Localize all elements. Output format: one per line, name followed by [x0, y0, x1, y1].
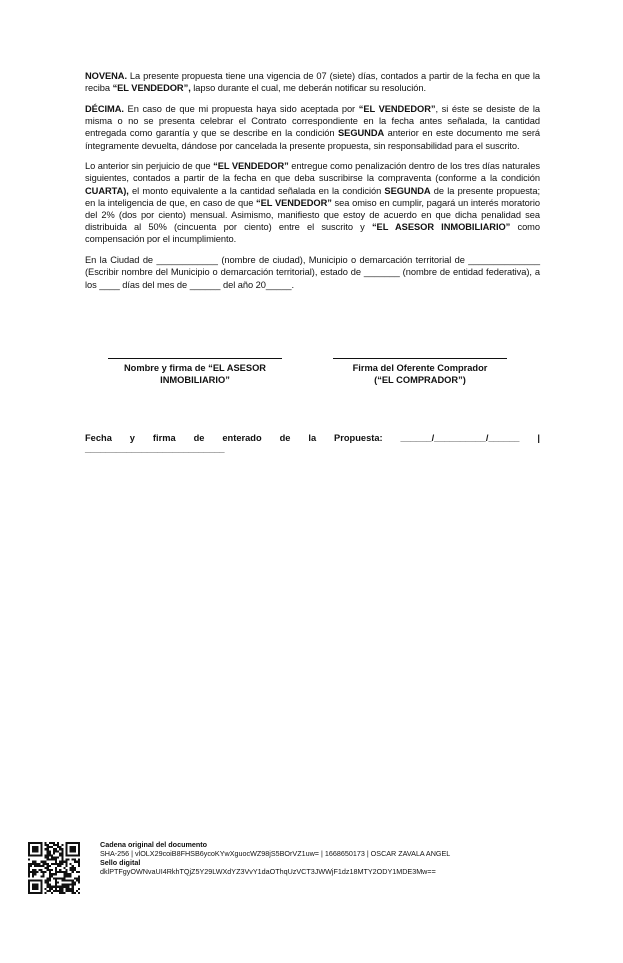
place-date-paragraph: [85, 254, 540, 291]
acknowledgement-signature-line: ___________________________: [85, 444, 225, 454]
signature-line: [108, 358, 282, 359]
bold-text: SEGUNDA: [338, 128, 385, 139]
bold-text: SEGUNDA: [384, 185, 431, 196]
penalty-paragraph: [85, 160, 540, 245]
bold-text: “EL VENDEDOR”,: [112, 83, 191, 94]
signature-metadata: [100, 840, 450, 876]
signature-label: INMOBILIARIO”: [160, 375, 230, 385]
text: sea omiso en cumplir, pagará un interés moratorio del 2% (dos por ciento) mensual. Asimismo, manifiesto que estoy de acuerdo en que dicha penalidad sea distribuida al 50% (cincuenta por ciento) entre el suscrito y: [85, 197, 540, 233]
signature-label: Firma del Oferente Comprador: [352, 363, 488, 373]
signature-comprador: [330, 358, 510, 386]
cadena-value: SHA-256 | vlOLX29coiB8FHSB6ycoKYwXguocWZ98jS5BOrVZ1uw= | 1668650173 | OSCAR ZAVALA ANGEL: [100, 849, 451, 858]
bold-text: “EL VENDEDOR”: [213, 161, 289, 172]
text: En caso de que mi propuesta haya sido aceptada por: [123, 103, 359, 114]
document-body: [85, 70, 540, 299]
clause-decima: [85, 103, 540, 152]
text: el monto equivalente a la cantidad señalada en la condición: [128, 185, 385, 196]
clause-novena: [85, 70, 540, 94]
bold-text: NOVENA.: [85, 71, 128, 81]
bold-text: “EL VENDEDOR”: [358, 103, 436, 114]
cadena-label: Cadena original del documento: [100, 840, 208, 849]
sello-label: Sello digital: [100, 858, 141, 867]
bold-text: “EL ASESOR INMOBILIARIO”: [371, 222, 511, 233]
bold-text: DÉCIMA.: [85, 103, 124, 114]
text: lapso durante el cual, me deberán notificar su resolución.: [190, 83, 427, 94]
text: como compensación por el incumplimiento.: [85, 222, 540, 245]
text: En la Ciudad de ____________ (nombre de ciudad), Municipio o demarcación territorial de ______________ (Escribir nombre del Municipio o demarcación territorial), estado de _______ (nombre de entidad federativa), a los ____ días del mes de ______ del año 20_____.: [85, 255, 540, 290]
text: , si éste se desiste de la misma o no se presenta celebrar el Contrato correspondiente en la fecha antes señalada, la cantidad entregada como garantía y que se describe en la condición: [85, 103, 540, 139]
signature-line: [333, 358, 507, 359]
text: de la presente propuesta; en la inteligencia de que, en caso de que: [85, 185, 540, 208]
bold-text: “EL VENDEDOR”: [256, 197, 332, 208]
signature-label: (“EL COMPRADOR”): [374, 375, 466, 385]
text: La presente propuesta tiene una vigencia de 07 (siete) días, contados a partir de la fecha en que la reciba: [85, 71, 540, 94]
qr-code-icon: [28, 842, 80, 894]
signature-label: Nombre y firma de “EL ASESOR: [123, 363, 267, 373]
text: entregue como penalización dentro de los tres días naturales siguientes, contados a partir de la fecha en que deba suscribirse la compraventa (conforme a la condición: [85, 161, 540, 184]
bold-text: CUARTA),: [85, 185, 129, 196]
acknowledgement-line: Fecha y firma de enterado de la Propuesta: ______/__________/______ |: [85, 433, 540, 443]
sello-value: dklPTFgyOWNvaUI4RkhTQjZ5Y29LWXdYZ3VvY1daOThqUzVCT3JWWjF1dz18MTY2ODY1MDE3Mw==: [100, 867, 436, 876]
text: anterior en este documento me será íntegramente devuelta, dándose por cancelada la presente propuesta, sin responsabilidad para el suscrito.: [85, 128, 540, 151]
signature-asesor: [105, 358, 285, 386]
signature-block: [0, 358, 623, 398]
text: Lo anterior sin perjuicio de que: [85, 161, 214, 172]
